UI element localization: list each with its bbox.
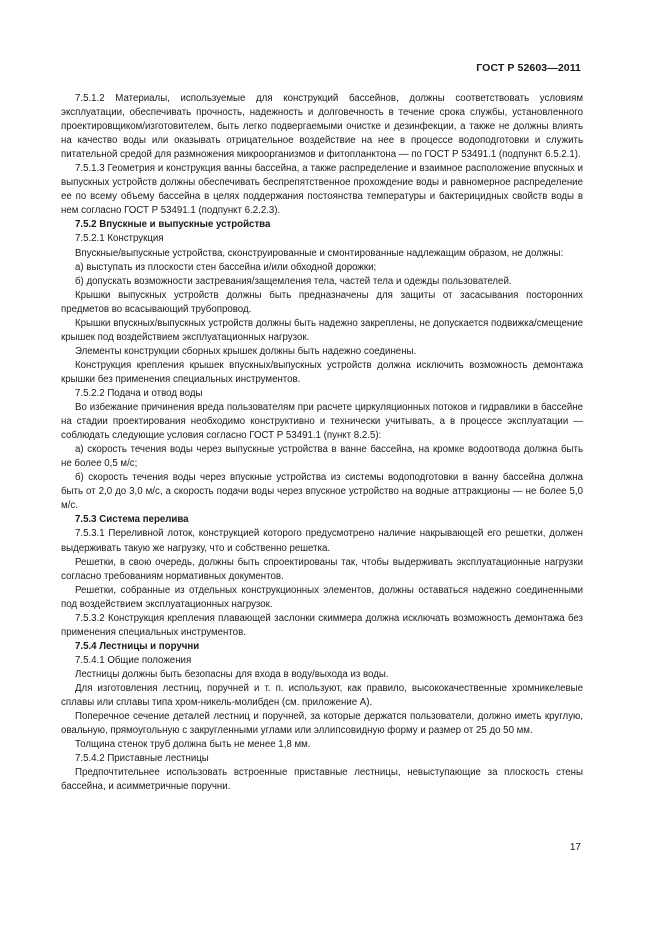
paragraph: Поперечное сечение деталей лестниц и поручней, за которые держатся пользователи, должно иметь круглую, овальную, прямоугольную с закругленными углами или эллипсовидную форму и размер от 25 до 50 мм. — [61, 711, 583, 737]
section-heading: 7.5.3 Система перелива — [75, 514, 189, 526]
paragraph: Во избежание причинения вреда пользователям при расчете циркуляционных потоков и гидравлики в бассейне на стадии проектирования необходимо конструктивно и технически учитывать, а в процессе эксплуатации — соблюдать следующие условия согласно ГОСТ Р 53491.1 (пункт 8.2.5): — [61, 402, 583, 442]
paragraph: 7.5.3.2 Конструкция крепления плавающей заслонки скиммера должна исключать возможность демонтажа без применения специальных инструментов. — [61, 612, 583, 638]
subsection-title: 7.5.4.2 Приставные лестницы — [75, 753, 209, 765]
paragraph: Элементы конструкции сборных крышек должны быть надежно соединены. — [75, 345, 417, 357]
paragraph: Предпочтительнее использовать встроенные приставные лестницы, невыступающие за плоскость стены бассейна, и асимметричные поручни. — [61, 767, 583, 793]
document-header: ГОСТ Р 52603—2011 — [476, 62, 581, 74]
page-number: 17 — [569, 842, 581, 853]
paragraph: Впускные/выпускные устройства, сконструированные и смонтированные надлежащим образом, не должны: — [75, 247, 564, 259]
paragraph: Решетки, в свою очередь, должны быть спроектированы так, чтобы выдерживать эксплуатационные нагрузки согласно требованиям нормативных документов. — [61, 556, 583, 582]
paragraph: 7.5.3.1 Переливной лоток, конструкцией которого предусмотрено наличие накрывающей его решетки, должен выдерживать такую же нагрузку, что и собственно решетка. — [61, 528, 583, 554]
paragraph: 7.5.1.3 Геометрия и конструкция ванны бассейна, а также распределение и взаимное расположение впускных и выпускных устройств должны обеспечивать беспрепятственное прохождение воды и равномерное распределение ее по всему объему бассейна в целях поддержания постоянства температуры и бактерицидных свойств воды в нем согласно ГОСТ Р 53491.1 (подпункт 6.2.2.3). — [61, 163, 583, 217]
subsection-title: 7.5.2.1 Конструкция — [75, 233, 164, 245]
section-heading: 7.5.2 Впускные и выпускные устройства — [75, 219, 271, 231]
paragraph: Для изготовления лестниц, поручней и т. п. используют, как правило, высококачественные хромникелевые сплавы или сплавы типа хром-никель-молибден (см. приложение А). — [61, 682, 583, 709]
list-item: б) скорость течения воды через впускные устройства из системы водоподготовки в ванну бассейна должна быть от 2,0 до 3,0 м/с, а скорость подачи воды через впускное устройство на водные аттракционы — не более 5,0 м/с. — [61, 472, 583, 512]
list-item: а) скорость течения воды через выпускные устройства в ванне бассейна, на кромке водоотвода должна быть не более 0,5 м/с; — [61, 444, 583, 470]
subsection-title: 7.5.2.2 Подача и отвод воды — [75, 387, 203, 399]
paragraph: Решетки, собранные из отдельных конструкционных элементов, должны оставаться надежно соединенными под воздействием эксплуатационных нагрузок. — [61, 584, 583, 610]
paragraph: Лестницы должны быть безопасны для входа в воду/выхода из воды. — [75, 668, 389, 680]
paragraph: Крышки выпускных устройств должны быть предназначены для защиты от засасывания посторонних предметов во всасывающий трубопровод. — [61, 289, 583, 315]
subsection-title: 7.5.4.1 Общие положения — [75, 654, 192, 666]
paragraph: 7.5.1.2 Материалы, используемые для конструкций бассейнов, должны соответствовать условиям эксплуатации, обеспечивать прочность, надежность и долговечность в течение срока службы, установленного проектировщиком/изготовителем, быть легко подвергаемыми очистке и дезинфекции, а также не должны влиять на качество воды или оказывать отрицательное воздействие на нее в процессе водоподготовки и служить питательной средой для размножения микроорганизмов и фитопланктона — по ГОСТ Р 53491.1 (подпункт 6.5.2.1). — [61, 93, 583, 161]
list-item: б) допускать возможности застревания/защемления тела, частей тела и одежды пользователей. — [75, 275, 512, 287]
list-item: а) выступать из плоскости стен бассейна и/или обходной дорожки; — [75, 261, 377, 273]
section-heading: 7.5.4 Лестницы и поручни — [75, 640, 200, 652]
paragraph: Конструкция крепления крышек впускных/выпускных устройств должна исключить возможность демонтажа крышки без применения специальных инструментов. — [61, 359, 583, 385]
paragraph: Крышки впускных/выпускных устройств должны быть надежно закреплены, не допускается подвижка/смещение крышек под воздействием эксплуатационных нагрузок. — [61, 317, 583, 343]
paragraph: Толщина стенок труб должна быть не менее 1,8 мм. — [75, 739, 311, 751]
document-body — [61, 92, 583, 794]
